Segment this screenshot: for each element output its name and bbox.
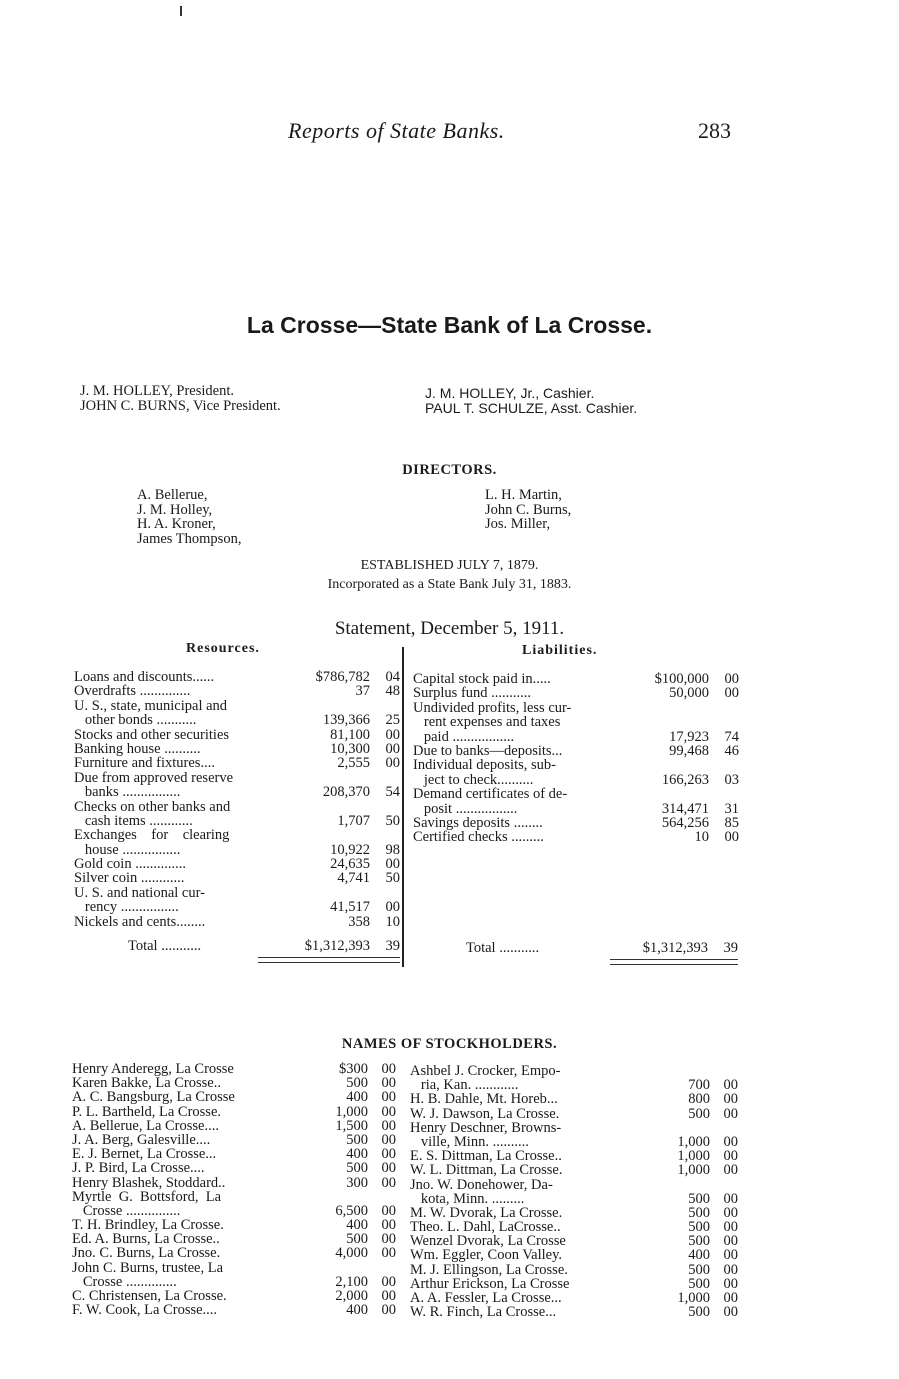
row-dollars: 37 bbox=[355, 683, 370, 700]
row-cents: 00 bbox=[381, 1131, 396, 1148]
director-name: H. A. Kroner, bbox=[137, 516, 216, 532]
liabilities-heading: Liabilities. bbox=[522, 643, 598, 658]
ledger-row bbox=[410, 1192, 738, 1206]
total-double-rule bbox=[258, 957, 400, 963]
row-label: Certified checks ......... bbox=[413, 829, 544, 846]
row-label: T. H. Brindley, La Crosse. bbox=[72, 1217, 224, 1234]
row-dollars: $300 bbox=[339, 1061, 368, 1077]
row-label: Ashbel J. Crocker, Empo- bbox=[410, 1063, 561, 1079]
row-dollars: 1,000 bbox=[677, 1148, 710, 1165]
row-label: house ................ bbox=[74, 841, 181, 858]
row-cents: 46 bbox=[724, 742, 739, 759]
row-cents: 00 bbox=[385, 755, 400, 772]
row-label: E. J. Bernet, La Crosse... bbox=[72, 1146, 217, 1163]
row-label: Henry Deschner, Browns- bbox=[410, 1119, 562, 1136]
row-dollars: 10,922 bbox=[330, 841, 370, 858]
ledger-row bbox=[410, 1305, 738, 1319]
row-cents: 00 bbox=[385, 856, 400, 873]
row-label: Theo. L. Dahl, LaCrosse.. bbox=[410, 1219, 561, 1236]
resources-total bbox=[128, 938, 400, 956]
row-dollars: 300 bbox=[346, 1174, 368, 1191]
row-cents: 31 bbox=[724, 800, 739, 817]
row-label: Banking house .......... bbox=[74, 740, 201, 757]
row-label: P. L. Bartheld, La Crosse. bbox=[72, 1103, 222, 1120]
row-cents: 00 bbox=[723, 1162, 738, 1179]
ledger-row bbox=[413, 730, 739, 744]
row-label: W. L. Dittman, La Crosse. bbox=[410, 1162, 563, 1179]
row-dollars: 1,000 bbox=[677, 1133, 710, 1150]
ledger-row bbox=[410, 1135, 738, 1149]
row-label: Exchanges for clearing bbox=[74, 827, 230, 844]
statement-title: Statement, December 5, 1911. bbox=[334, 618, 565, 639]
row-label: Arthur Erickson, La Crosse bbox=[410, 1275, 570, 1292]
ledger-row bbox=[413, 672, 739, 686]
row-label: Karen Bakke, La Crosse.. bbox=[72, 1075, 221, 1092]
row-cents: 00 bbox=[385, 740, 400, 757]
row-label: Furniture and fixtures.... bbox=[74, 755, 215, 772]
row-label: Due from approved reserve bbox=[74, 769, 234, 786]
row-cents: 25 bbox=[385, 712, 400, 729]
ledger-row bbox=[410, 1206, 738, 1220]
row-label: cash items ............ bbox=[74, 812, 193, 829]
row-dollars: 400 bbox=[346, 1302, 368, 1319]
row-label: C. Christensen, La Crosse. bbox=[72, 1288, 227, 1304]
ledger-row bbox=[72, 1062, 396, 1076]
row-cents: 00 bbox=[381, 1146, 396, 1163]
row-label: Stocks and other securities bbox=[74, 726, 230, 743]
director-name: A. Bellerue, bbox=[137, 487, 208, 503]
row-cents: 00 bbox=[724, 685, 739, 702]
directors-right bbox=[485, 488, 571, 532]
total-label: Total ........... bbox=[128, 938, 202, 954]
ledger-row bbox=[413, 715, 739, 729]
ledger-row bbox=[72, 1105, 396, 1119]
row-cents: 00 bbox=[723, 1275, 738, 1292]
ledger-row bbox=[413, 830, 739, 844]
ledger-row bbox=[72, 1232, 396, 1246]
ledger-row bbox=[410, 1092, 738, 1106]
officers-right bbox=[425, 386, 637, 416]
row-label: Crosse ............... bbox=[72, 1202, 181, 1219]
ledger-row bbox=[72, 1119, 396, 1133]
ledger-row bbox=[413, 686, 739, 700]
row-dollars: 99,468 bbox=[669, 742, 709, 759]
ledger-row bbox=[74, 857, 400, 871]
row-dollars: 500 bbox=[688, 1204, 710, 1221]
row-cents: 00 bbox=[724, 829, 739, 846]
row-cents: 04 bbox=[385, 669, 400, 685]
ledger-row bbox=[74, 756, 400, 770]
row-label: Nickels and cents........ bbox=[74, 913, 206, 930]
row-label: Individual deposits, sub- bbox=[413, 757, 556, 774]
row-label: Henry Blashek, Stoddard.. bbox=[72, 1174, 226, 1191]
ledger-row bbox=[72, 1147, 396, 1161]
row-cents: 00 bbox=[723, 1219, 738, 1236]
row-dollars: 400 bbox=[346, 1146, 368, 1163]
row-cents: 00 bbox=[723, 1204, 738, 1221]
row-dollars: 1,000 bbox=[677, 1290, 710, 1306]
row-dollars: 139,366 bbox=[322, 712, 370, 729]
ledger-row bbox=[72, 1261, 396, 1275]
ledger-row bbox=[74, 886, 400, 900]
row-label: A. C. Bangsburg, La Crosse bbox=[72, 1089, 235, 1106]
row-cents: 00 bbox=[723, 1290, 738, 1306]
row-cents: 03 bbox=[724, 771, 739, 788]
row-cents: 00 bbox=[723, 1261, 738, 1278]
stockholders-right-list bbox=[410, 1064, 738, 1324]
ledger-row bbox=[74, 800, 400, 814]
row-label: paid ................. bbox=[413, 728, 515, 745]
row-dollars: 500 bbox=[346, 1131, 368, 1148]
ledger-row bbox=[74, 684, 400, 698]
bank-title: La Crosse—State Bank of La Crosse. bbox=[246, 312, 653, 338]
director-name: John C. Burns, bbox=[485, 501, 572, 518]
ledger-row bbox=[72, 1190, 396, 1204]
row-label: Myrtle G. Bottsford, La bbox=[72, 1188, 222, 1205]
director-name: J. M. Holley, bbox=[137, 501, 213, 518]
row-label: kota, Minn. ......... bbox=[410, 1190, 525, 1207]
ledger-row bbox=[74, 670, 400, 684]
ledger-row bbox=[72, 1076, 396, 1090]
row-dollars: 314,471 bbox=[661, 800, 709, 817]
row-dollars: 1,707 bbox=[337, 812, 370, 829]
ledger-row bbox=[410, 1277, 738, 1291]
ledger-row bbox=[410, 1149, 738, 1163]
officer-asst-cashier: PAUL T. SCHULZE, Asst. Cashier. bbox=[425, 400, 638, 416]
ledger-row bbox=[72, 1204, 396, 1218]
ledger-row bbox=[72, 1246, 396, 1260]
row-cents: 10 bbox=[385, 913, 400, 930]
ledger-row bbox=[74, 785, 400, 799]
directors-heading: DIRECTORS. bbox=[402, 462, 497, 478]
row-dollars: 4,000 bbox=[335, 1245, 368, 1262]
ledger-row bbox=[410, 1078, 738, 1092]
column-divider bbox=[402, 647, 404, 967]
row-dollars: 700 bbox=[688, 1077, 710, 1094]
row-cents: 00 bbox=[381, 1217, 396, 1234]
row-cents: 50 bbox=[385, 870, 400, 887]
row-cents: 00 bbox=[381, 1089, 396, 1106]
total-double-rule bbox=[610, 959, 738, 965]
stockholders-left-list bbox=[72, 1062, 396, 1322]
row-label: Wenzel Dvorak, La Crosse bbox=[410, 1233, 566, 1250]
row-label: Ed. A. Burns, La Crosse.. bbox=[72, 1231, 220, 1248]
row-label: U. S., state, municipal and bbox=[74, 697, 228, 714]
row-cents: 00 bbox=[723, 1247, 738, 1264]
row-dollars: 6,500 bbox=[335, 1202, 368, 1219]
row-label: Henry Anderegg, La Crosse bbox=[72, 1061, 234, 1077]
director-name: James Thompson, bbox=[137, 530, 242, 547]
row-cents: 00 bbox=[381, 1273, 396, 1290]
row-dollars: 800 bbox=[688, 1091, 710, 1108]
row-cents: 00 bbox=[723, 1304, 738, 1321]
row-cents: 85 bbox=[724, 814, 739, 831]
ledger-row bbox=[74, 915, 400, 929]
row-dollars: 500 bbox=[688, 1275, 710, 1292]
row-dollars: 400 bbox=[346, 1217, 368, 1234]
row-dollars: 4,741 bbox=[337, 870, 370, 887]
row-cents: 00 bbox=[723, 1233, 738, 1250]
officer-president: J. M. HOLLEY, President. bbox=[80, 383, 234, 399]
ledger-row bbox=[72, 1176, 396, 1190]
row-label: Demand certificates of de- bbox=[413, 786, 568, 803]
row-cents: 00 bbox=[723, 1190, 738, 1207]
row-label: Undivided profits, less cur- bbox=[413, 699, 572, 716]
row-dollars: 50,000 bbox=[669, 685, 709, 702]
row-label: Silver coin ............ bbox=[74, 870, 185, 887]
row-label: Jno. W. Donehower, Da- bbox=[410, 1176, 553, 1193]
row-label: rency ................ bbox=[74, 899, 179, 916]
ledger-row bbox=[410, 1064, 738, 1078]
row-cents: 00 bbox=[724, 671, 739, 687]
row-cents: 54 bbox=[385, 784, 400, 801]
ledger-row bbox=[410, 1121, 738, 1135]
resources-list bbox=[74, 670, 400, 932]
ledger-row bbox=[410, 1220, 738, 1234]
row-dollars: 1,500 bbox=[335, 1117, 368, 1134]
row-label: Crosse .............. bbox=[72, 1273, 177, 1290]
officers-left bbox=[80, 384, 281, 414]
resources-heading: Resources. bbox=[186, 641, 260, 656]
officer-cashier: J. M. HOLLEY, Jr., Cashier. bbox=[425, 385, 595, 401]
row-label: Checks on other banks and bbox=[74, 798, 231, 815]
row-dollars: $100,000 bbox=[654, 671, 709, 687]
row-cents: 00 bbox=[381, 1117, 396, 1134]
page-number: 283 bbox=[698, 118, 731, 143]
row-cents: 00 bbox=[723, 1077, 738, 1094]
row-label: U. S. and national cur- bbox=[74, 884, 205, 901]
row-dollars: 500 bbox=[688, 1219, 710, 1236]
ledger-row bbox=[410, 1234, 738, 1248]
row-dollars: 500 bbox=[688, 1190, 710, 1207]
ledger-row bbox=[74, 900, 400, 914]
row-dollars: 500 bbox=[688, 1261, 710, 1278]
ledger-row bbox=[413, 816, 739, 830]
officer-vice-president: JOHN C. BURNS, Vice President. bbox=[80, 398, 281, 414]
row-cents: 00 bbox=[381, 1302, 396, 1319]
row-cents: 00 bbox=[381, 1174, 396, 1191]
row-cents: 50 bbox=[385, 812, 400, 829]
row-label: other bonds ........... bbox=[74, 712, 197, 729]
row-dollars: 17,923 bbox=[669, 728, 709, 745]
row-dollars: 500 bbox=[346, 1160, 368, 1177]
ledger-row bbox=[410, 1178, 738, 1192]
ledger-row bbox=[74, 771, 400, 785]
row-cents: 00 bbox=[385, 899, 400, 916]
ledger-row bbox=[74, 871, 400, 885]
row-dollars: 500 bbox=[346, 1231, 368, 1248]
ledger-row bbox=[413, 787, 739, 801]
row-label: ville, Minn. .......... bbox=[410, 1133, 529, 1150]
row-dollars: 166,263 bbox=[661, 771, 709, 788]
ledger-row bbox=[413, 773, 739, 787]
row-dollars: 500 bbox=[688, 1304, 710, 1321]
ledger-row bbox=[72, 1161, 396, 1175]
total-cents: 39 bbox=[723, 940, 738, 956]
director-name: Jos. Miller, bbox=[485, 516, 551, 532]
row-label: A. A. Fessler, La Crosse... bbox=[410, 1290, 562, 1306]
ledger-row bbox=[72, 1275, 396, 1289]
row-dollars: 400 bbox=[346, 1089, 368, 1106]
incorporated-line: Incorporated as a State Bank July 31, 1883. bbox=[327, 577, 572, 592]
ledger-row bbox=[410, 1163, 738, 1177]
row-label: posit ................. bbox=[413, 800, 518, 817]
row-label: W. R. Finch, La Crosse... bbox=[410, 1304, 557, 1321]
running-header bbox=[0, 118, 899, 148]
ledger-row bbox=[410, 1291, 738, 1305]
row-label: J. A. Berg, Galesville.... bbox=[72, 1131, 211, 1148]
row-dollars: 500 bbox=[688, 1233, 710, 1250]
row-dollars: 208,370 bbox=[322, 784, 370, 801]
row-label: Jno. C. Burns, La Crosse. bbox=[72, 1245, 221, 1262]
row-cents: 00 bbox=[381, 1231, 396, 1248]
ledger-row bbox=[413, 802, 739, 816]
row-dollars: 564,256 bbox=[661, 814, 709, 831]
row-label: Capital stock paid in..... bbox=[413, 671, 551, 687]
row-label: John C. Burns, trustee, La bbox=[72, 1259, 224, 1276]
row-label: F. W. Cook, La Crosse.... bbox=[72, 1302, 218, 1319]
ledger-row bbox=[74, 699, 400, 713]
ledger-row bbox=[413, 758, 739, 772]
row-dollars: 2,100 bbox=[335, 1273, 368, 1290]
row-label: ria, Kan. ............ bbox=[410, 1077, 519, 1094]
row-label: banks ................ bbox=[74, 784, 181, 801]
row-label: M. J. Ellingson, La Crosse. bbox=[410, 1261, 568, 1278]
ledger-row bbox=[410, 1263, 738, 1277]
liabilities-list bbox=[413, 672, 739, 847]
margin-mark bbox=[180, 6, 182, 16]
row-dollars: 1,000 bbox=[335, 1103, 368, 1120]
row-label: E. S. Dittman, La Crosse.. bbox=[410, 1148, 562, 1165]
row-cents: 00 bbox=[381, 1202, 396, 1219]
row-dollars: $786,782 bbox=[315, 669, 370, 685]
ledger-row bbox=[413, 701, 739, 715]
row-label: H. B. Dahle, Mt. Horeb... bbox=[410, 1091, 558, 1108]
ledger-row bbox=[74, 814, 400, 828]
ledger-row bbox=[410, 1248, 738, 1262]
row-cents: 74 bbox=[724, 728, 739, 745]
ledger-row bbox=[74, 728, 400, 742]
row-dollars: 2,555 bbox=[337, 755, 370, 772]
row-label: M. W. Dvorak, La Crosse. bbox=[410, 1204, 563, 1221]
total-dollars: $1,312,393 bbox=[642, 940, 708, 956]
row-dollars: 500 bbox=[346, 1075, 368, 1092]
ledger-row bbox=[74, 843, 400, 857]
stockholders-heading: NAMES OF STOCKHOLDERS. bbox=[341, 1036, 558, 1052]
row-dollars: 41,517 bbox=[330, 899, 370, 916]
ledger-row bbox=[72, 1289, 396, 1303]
ledger-row bbox=[74, 713, 400, 727]
row-label: Overdrafts .............. bbox=[74, 683, 191, 700]
row-label: Due to banks—deposits... bbox=[413, 742, 563, 759]
row-label: Wm. Eggler, Coon Valley. bbox=[410, 1247, 563, 1264]
row-label: W. J. Dawson, La Crosse. bbox=[410, 1105, 560, 1122]
row-cents: 00 bbox=[723, 1091, 738, 1108]
row-label: Surplus fund ........... bbox=[413, 685, 532, 702]
row-dollars: 10 bbox=[694, 829, 709, 846]
ledger-row bbox=[74, 742, 400, 756]
directors-left bbox=[137, 488, 241, 546]
row-dollars: 1,000 bbox=[677, 1162, 710, 1179]
running-title: Reports of State Banks. bbox=[288, 118, 505, 143]
row-cents: 00 bbox=[381, 1160, 396, 1177]
row-dollars: 24,635 bbox=[330, 856, 370, 873]
row-cents: 00 bbox=[381, 1061, 396, 1077]
ledger-row bbox=[72, 1303, 396, 1317]
total-cents: 39 bbox=[385, 938, 400, 954]
liabilities-total bbox=[466, 940, 738, 958]
director-name: L. H. Martin, bbox=[485, 487, 562, 503]
row-dollars: 10,300 bbox=[330, 740, 370, 757]
row-cents: 00 bbox=[723, 1105, 738, 1122]
row-cents: 00 bbox=[723, 1148, 738, 1165]
row-cents: 00 bbox=[723, 1133, 738, 1150]
row-label: Savings deposits ........ bbox=[413, 814, 543, 831]
ledger-row bbox=[72, 1133, 396, 1147]
ledger-row bbox=[413, 744, 739, 758]
row-cents: 00 bbox=[381, 1103, 396, 1120]
row-label: A. Bellerue, La Crosse.... bbox=[72, 1117, 219, 1134]
row-dollars: 81,100 bbox=[330, 726, 370, 743]
row-label: rent expenses and taxes bbox=[413, 714, 561, 731]
ledger-row bbox=[72, 1218, 396, 1232]
ledger-row bbox=[72, 1090, 396, 1104]
row-cents: 00 bbox=[381, 1075, 396, 1092]
row-cents: 98 bbox=[385, 841, 400, 858]
row-cents: 00 bbox=[385, 726, 400, 743]
row-label: Gold coin .............. bbox=[74, 856, 186, 873]
total-dollars: $1,312,393 bbox=[304, 938, 370, 954]
row-label: Loans and discounts...... bbox=[74, 669, 215, 685]
row-dollars: 2,000 bbox=[335, 1288, 368, 1304]
row-dollars: 400 bbox=[688, 1247, 710, 1264]
total-label: Total ........... bbox=[466, 940, 540, 956]
row-cents: 00 bbox=[381, 1245, 396, 1262]
ledger-row bbox=[74, 828, 400, 842]
row-cents: 48 bbox=[385, 683, 400, 700]
row-dollars: 500 bbox=[688, 1105, 710, 1122]
row-label: ject to check.......... bbox=[413, 771, 534, 788]
row-dollars: 358 bbox=[348, 913, 370, 930]
row-cents: 00 bbox=[381, 1288, 396, 1304]
ledger-row bbox=[410, 1107, 738, 1121]
row-label: J. P. Bird, La Crosse.... bbox=[72, 1160, 205, 1177]
established-line: ESTABLISHED JULY 7, 1879. bbox=[360, 558, 539, 573]
